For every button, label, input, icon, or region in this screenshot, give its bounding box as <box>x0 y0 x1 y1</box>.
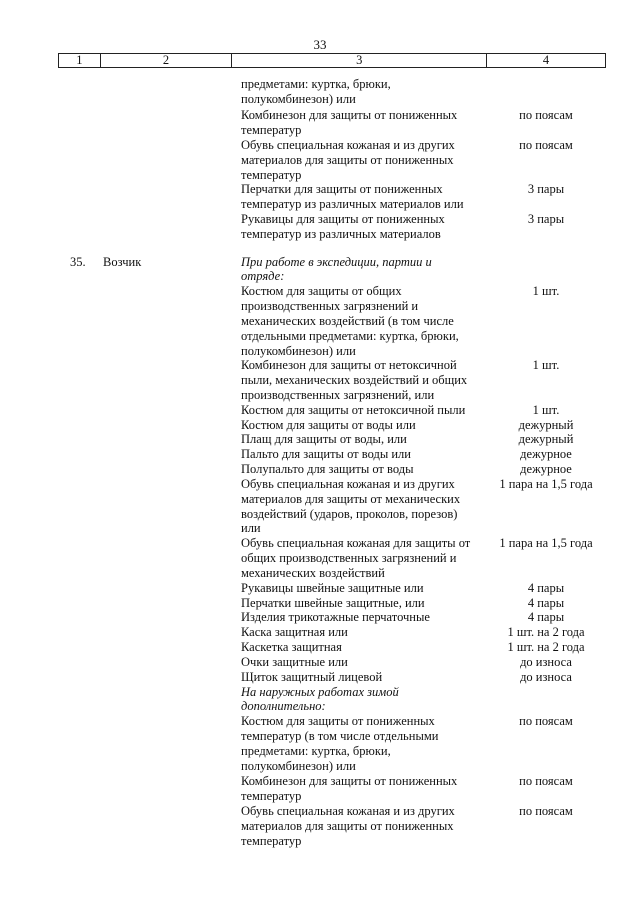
issue-norm: 1 шт. <box>532 284 560 298</box>
item-description-line: Перчатки для защиты от пониженных <box>241 182 443 196</box>
item-description-line: температур (в том числе отдельными <box>241 729 439 743</box>
item-description-line: температур <box>241 123 302 137</box>
item-description-line: Изделия трикотажные перчаточные <box>241 610 430 624</box>
condition-heading: отряде: <box>241 269 285 283</box>
page-number: 33 <box>313 37 327 52</box>
issue-norm: 1 шт. на 2 года <box>507 640 585 654</box>
issue-norm: по поясам <box>519 138 573 152</box>
item-description-line: Перчатки швейные защитные, или <box>241 596 425 610</box>
issue-norm: 4 пары <box>527 581 565 595</box>
issue-norm: 3 пары <box>527 182 565 196</box>
item-description-line: Пальто для защиты от воды или <box>241 447 411 461</box>
item-description-line: Обувь специальная кожаная и из других <box>241 477 455 491</box>
item-description-line: Плащ для защиты от воды, или <box>241 432 407 446</box>
issue-norm: дежурный <box>518 432 574 446</box>
item-description-line: Полупальто для защиты от воды <box>241 462 414 476</box>
profession-name: Возчик <box>103 255 142 269</box>
item-description-line: Каскетка защитная <box>241 640 342 654</box>
item-description-line: температур <box>241 834 302 848</box>
issue-norm: по поясам <box>519 108 573 122</box>
item-description-line: Костюм для защиты от воды или <box>241 418 416 432</box>
item-description-line: производственных загрязнений, или <box>241 388 435 402</box>
issue-norm: 4 пары <box>527 596 565 610</box>
item-description-line: Костюм для защиты от нетоксичной пыли <box>241 403 466 417</box>
issue-norm: до износа <box>520 670 572 684</box>
condition-heading: При работе в экспедиции, партии и <box>241 255 432 269</box>
item-description-line: предметами: куртка, брюки, <box>241 77 391 91</box>
item-description-line: отдельными предметами: куртка, брюки, <box>241 329 459 343</box>
item-description-line: материалов для защиты от механических <box>241 492 461 506</box>
column-number-1: 1 <box>59 54 101 68</box>
item-description-line: Очки защитные или <box>241 655 348 669</box>
issue-norm: 4 пары <box>527 610 565 624</box>
issue-norm: 1 шт. <box>532 358 560 372</box>
issue-norm: 1 пара на 1,5 года <box>499 477 593 491</box>
item-description-line: температур <box>241 789 302 803</box>
column-number-3: 3 <box>232 54 487 68</box>
issue-norm: 1 шт. на 2 года <box>507 625 585 639</box>
item-description-line: механических воздействий <box>241 566 385 580</box>
item-description-line: материалов для защиты от пониженных <box>241 819 454 833</box>
item-description-line: Костюм для защиты от пониженных <box>241 714 435 728</box>
issue-norm: до износа <box>520 655 572 669</box>
issue-norm: дежурный <box>518 418 574 432</box>
item-description-line: производственных загрязнений и <box>241 299 419 313</box>
item-description-line: Комбинезон для защиты от нетоксичной <box>241 358 457 372</box>
item-description-line: или <box>241 521 261 535</box>
item-description-line: полукомбинезон) или <box>241 344 356 358</box>
item-description-line: воздействий (ударов, проколов, порезов) <box>241 507 458 521</box>
item-description-line: Комбинезон для защиты от пониженных <box>241 774 458 788</box>
issue-norm: дежурное <box>520 462 572 476</box>
item-description-line: Рукавицы для защиты от пониженных <box>241 212 445 226</box>
item-description-line: Обувь специальная кожаная и из других <box>241 138 455 152</box>
item-description-line: материалов для защиты от пониженных <box>241 153 454 167</box>
condition-heading: дополнительно: <box>241 699 326 713</box>
issue-norm: по поясам <box>519 774 573 788</box>
item-description-line: температур из различных материалов или <box>241 197 464 211</box>
item-description-line: предметами: куртка, брюки, <box>241 744 391 758</box>
issue-norm: дежурное <box>520 447 572 461</box>
item-description-line: Каска защитная или <box>241 625 348 639</box>
item-description-line: Обувь специальная кожаная для защиты от <box>241 536 471 550</box>
item-description-line: механических воздействий (в том числе <box>241 314 454 328</box>
item-description-line: Щиток защитный лицевой <box>241 670 383 684</box>
issue-norm: 3 пары <box>527 212 565 226</box>
item-description-line: температур <box>241 168 302 182</box>
column-number-2: 2 <box>100 54 232 68</box>
item-description-line: Рукавицы швейные защитные или <box>241 581 424 595</box>
item-description-line: Костюм для защиты от общих <box>241 284 402 298</box>
item-description-line: полукомбинезон) или <box>241 759 356 773</box>
item-description-line: полукомбинезон) или <box>241 92 356 106</box>
issue-norm: по поясам <box>519 804 573 818</box>
item-description-line: пыли, механических воздействий и общих <box>241 373 468 387</box>
column-number-4: 4 <box>487 54 606 68</box>
issue-norm: по поясам <box>519 714 573 728</box>
item-description-line: температур из различных материалов <box>241 227 441 241</box>
condition-heading: На наружных работах зимой <box>241 685 399 699</box>
issue-norm: 1 шт. <box>532 403 560 417</box>
issue-norm: 1 пара на 1,5 года <box>499 536 593 550</box>
entry-number: 35. <box>70 255 86 269</box>
item-description-line: Комбинезон для защиты от пониженных <box>241 108 458 122</box>
column-header-row <box>58 53 606 68</box>
item-description-line: общих производственных загрязнений и <box>241 551 457 565</box>
item-description-line: Обувь специальная кожаная и из других <box>241 804 455 818</box>
